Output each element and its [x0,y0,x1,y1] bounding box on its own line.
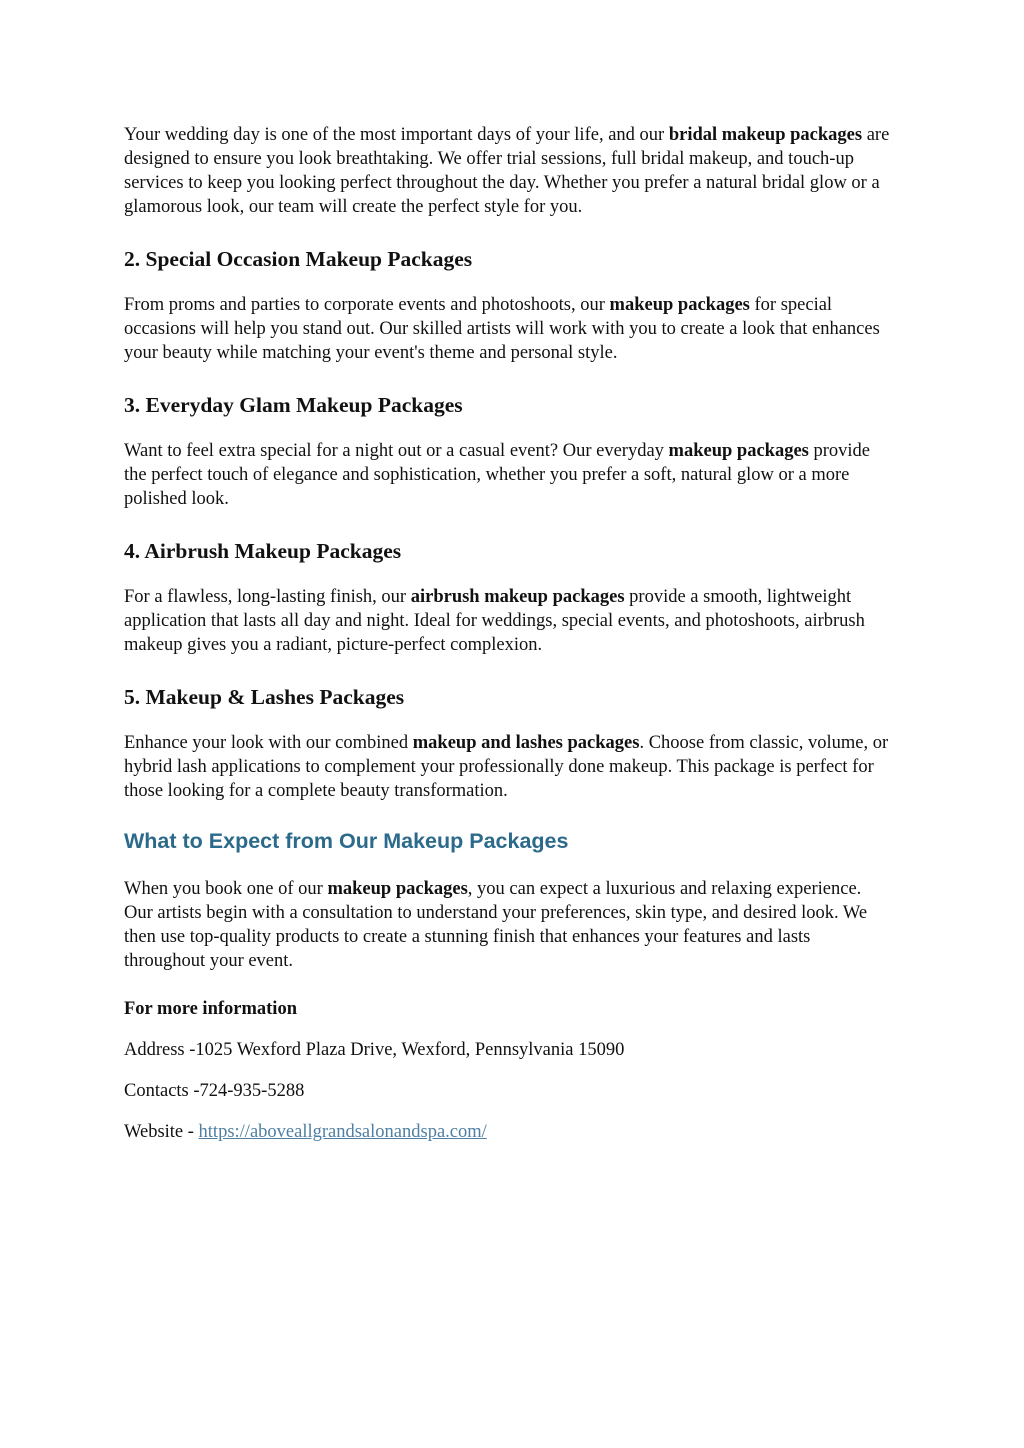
more-info-title [124,997,894,1021]
paragraph-text: Enhance your look with our combined [124,733,413,753]
paragraph-text-end: for special occasions will help you stand out. Our skilled artists will work with you to create a look that enhances your beauty while matching your event's theme and personal style. [124,295,880,363]
paragraph-text: For a flawless, long-lasting finish, our [124,587,411,607]
section-heading-airbrush: 4. Airbrush Makeup Packages [124,539,402,563]
paragraph-text-end: provide a smooth, lightweight application that lasts all day and night. Ideal for weddings, special events, and photoshoots, airbrush makeup gives you a radiant, picture-perfect complexion. [124,587,865,655]
paragraph-bold-text: makeup packages [327,879,468,899]
paragraph-text-end: . Choose from classic, volume, or hybrid lash applications to complement your professionally done makeup. This package is perfect for those looking for a complete beauty transformation. [124,733,889,801]
intro-text-end: are designed to ensure you look breathtaking. We offer trial sessions, full bridal makeup, and touch-up services to keep you looking perfect throughout the day. Whether you prefer a natural bridal glow or a glamorous look, our team will create the perfect style for you. [124,125,890,217]
intro-text: Your wedding day is one of the most important days of your life, and our [124,125,669,145]
section-heading-special-occasion: 2. Special Occasion Makeup Packages [124,247,473,271]
section-heading-everyday-glam: 3. Everyday Glam Makeup Packages [124,393,463,417]
paragraph-bold-text: makeup and lashes packages [412,733,640,753]
section-paragraph-airbrush [124,585,894,657]
paragraph-text: When you book one of our [124,879,328,899]
paragraph-text-end: , you can expect a luxurious and relaxing experience. Our artists begin with a consultation to understand your preferences, skin type, and desired look. We then use top-quality products to create a stunning finish that enhances your features and lasts throughout your event. [124,879,868,971]
expect-heading: What to Expect from Our Makeup Packages [124,829,569,853]
paragraph-text: Want to feel extra special for a night out or a casual event? Our everyday [124,441,669,461]
website-link[interactable]: https://aboveallgrandsalonandspa.com/ [198,1122,487,1142]
document-page [124,123,894,1144]
intro-paragraph [124,123,894,219]
section-heading-makeup-lashes: 5. Makeup & Lashes Packages [124,685,405,709]
expect-paragraph [124,877,894,973]
more-info-title-text: For more information [124,999,297,1019]
section-paragraph-special-occasion [124,293,894,365]
section-paragraph-makeup-lashes [124,731,894,803]
paragraph-bold-text: makeup packages [668,441,809,461]
website-label: Website - [124,1122,199,1142]
paragraph-text-end: provide the perfect touch of elegance and sophistication, whether you prefer a soft, natural glow or a more polished look. [124,441,871,509]
address-line: Address -1025 Wexford Plaza Drive, Wexford, Pennsylvania 15090 [124,1040,625,1060]
intro-bold-text: bridal makeup packages [668,125,863,145]
website-line [124,1120,894,1144]
section-paragraph-everyday-glam [124,439,894,511]
paragraph-bold-text: makeup packages [609,295,750,315]
contacts-line: Contacts -724-935-5288 [124,1081,305,1101]
paragraph-text: From proms and parties to corporate events and photoshoots, our [124,295,610,315]
paragraph-bold-text: airbrush makeup packages [410,587,625,607]
